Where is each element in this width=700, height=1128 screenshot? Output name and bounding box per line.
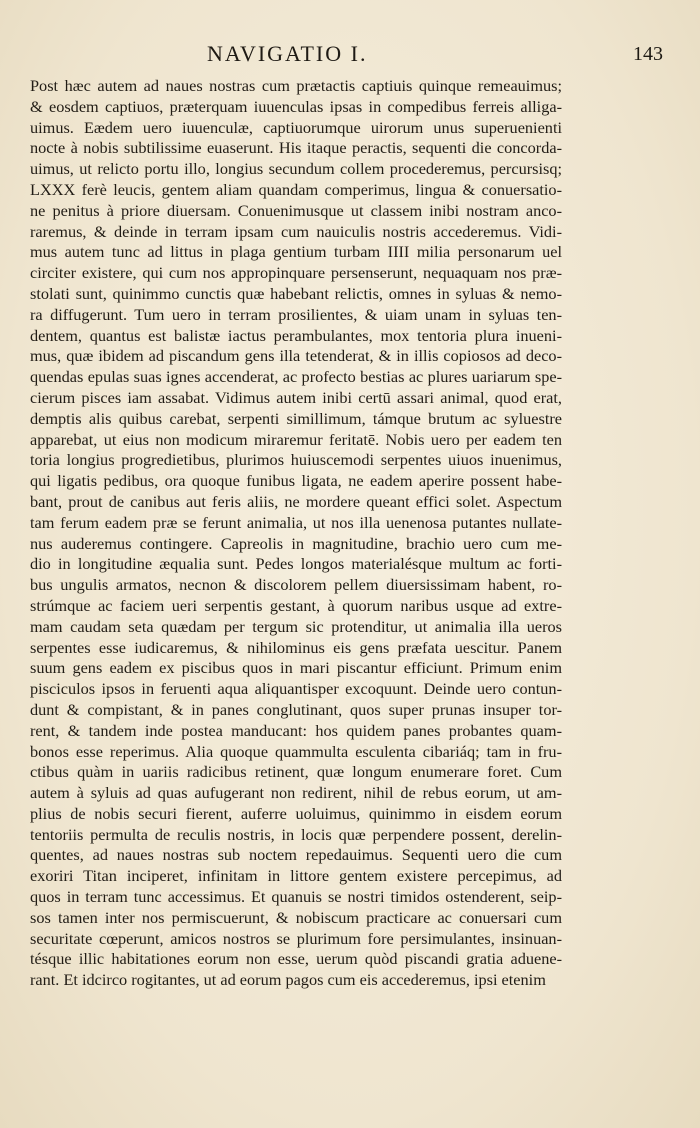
- text-line: raremus, & deinde in terram ipsam cum nauiculis nostris accederemus. Vidi-: [30, 221, 562, 241]
- text-line: cierum pisces iam assabat. Vidimus autem inibi certū assari animal, quod erat,: [30, 387, 562, 407]
- text-line: plius de nobis securi fierent, auferre uoluimus, quinimmo in eisdem eorum: [30, 803, 562, 823]
- text-line: mus autem tunc ad littus in plaga gentium turbam IIII milia personarum uel: [30, 242, 562, 262]
- text-line: bant, prout de canibus aut feris aliis, ne mordere queant effici solet. Aspectum: [30, 491, 562, 511]
- text-line: uimus. Eædem uero iuuenculæ, captiuorumque uirorum unus superuenienti: [30, 117, 562, 137]
- text-line: ne penitus à priore diuersam. Conuenimusque ut classem inibi nostram anco-: [30, 200, 562, 220]
- text-line: dio in longitudine æqualia sunt. Pedes longos materialésque multum ac forti-: [30, 554, 562, 574]
- text-line: qui ligatis pedibus, ora quoque funibus ligata, ne eadem aperire possent habe-: [30, 471, 562, 491]
- running-head: [0, 41, 700, 67]
- text-line: pisciculos ipsos in feruenti aqua aliquantisper excoquunt. Deinde uero contun-: [30, 679, 562, 699]
- text-line: tam ferum eadem præ se ferunt animalia, ut nos illa uenenosa putantes nullate-: [30, 512, 562, 532]
- text-line: strúmque ac faciem ueri serpentis gestant, à quorum naribus usque ad extre-: [30, 595, 562, 615]
- text-line: dentem, quantus est balistæ iactus perambulantes, mox tentoria plura inueni-: [30, 325, 562, 345]
- text-line: quos in terram tunc accessimus. Et quanuis se nostri timidos ostenderent, seip-: [30, 887, 562, 907]
- text-line: stolati sunt, quinimmo cunctis quæ habebant relictis, omnes in syluas & nemo-: [30, 283, 562, 303]
- text-line: toria longius progredietibus, plurimos huiuscemodi serpentes uiuos inuenimus,: [30, 450, 562, 470]
- text-line: demptis alis quibus carebat, serpenti simillimum, támque brutum ac syluestre: [30, 408, 562, 428]
- text-line: LXXX ferè leucis, gentem aliam quandam comperimus, lingua & conuersatio-: [30, 179, 562, 199]
- text-line: rent, & tandem inde postea manducant: hos quidem panes probantes quam-: [30, 720, 562, 740]
- text-line: sos tamen inter nos permiscuerunt, & nobiscum practicare ac conuersari cum: [30, 907, 562, 927]
- text-line: & eosdem captiuos, præterquam iuuenculas ipsas in compedibus ferreis alliga-: [30, 96, 562, 116]
- text-line: bus ungulis armatos, necnon & discolorem pellem diuersissimam habent, ro-: [30, 575, 562, 595]
- text-line: ctibus quàm in uariis radicibus retinent, quæ longum enumerare foret. Cum: [30, 762, 562, 782]
- text-line: mam caudam seta quædam per tergum sic protenditur, ut animalia illa ueros: [30, 616, 562, 636]
- text-line: bonos esse reperimus. Alia quoque quammulta esculenta cibariáq; tam in fru-: [30, 741, 562, 761]
- body-text: [30, 76, 562, 991]
- text-line: quendas epulas suas ignes accenderat, ac profecto bestias ac plures uariarum spe-: [30, 367, 562, 387]
- running-title: NAVIGATIO I.: [207, 41, 368, 66]
- text-line: serpentes esse iudicaremus, & nihilominus eis gens præfata uescitur. Panem: [30, 637, 562, 657]
- text-line: nus auderemus contingere. Capreolis in magnitudine, brachio uero cum me-: [30, 533, 562, 553]
- text-line: suum gens eadem ex piscibus quos in mari piscantur efficiunt. Primum enim: [30, 658, 562, 678]
- text-line: ra diffugerunt. Tum uero in terram prosilientes, & uiam unam in syluas ten-: [30, 304, 562, 324]
- text-line: rant. Et idcirco rogitantes, ut ad eorum pagos cum eis accederemus, ipsi etenim: [30, 970, 546, 990]
- text-line: exoriri Titan inciperet, infinitam in littore gentem existere percepimus, ad: [30, 866, 562, 886]
- text-line: Post hæc autem ad naues nostras cum prætactis captiuis quinque remeauimus;: [30, 76, 562, 95]
- text-line: apparebat, ut eius non modicum miraremur feritatē. Nobis uero per eadem ten: [30, 429, 562, 449]
- text-line: securitate cœperunt, amicos nostros se plurimum fore persimulantes, insinuan-: [30, 928, 562, 948]
- text-line: nocte à nobis subtilissime euaserunt. His itaque peractis, sequenti die concorda-: [30, 138, 562, 158]
- text-line: dunt & compistant, & in panes conglutinant, quos super prunas insuper tor-: [30, 699, 562, 719]
- text-line: tentoriis permulta de reculis nostris, in locis quæ perpendere possent, derelin-: [30, 824, 562, 844]
- text-line: tésque illic habitationes eorum non esse, uerum quòd piscandi gratia aduene-: [30, 949, 562, 969]
- text-line: autem à syluis ad quas aufugerant non redirent, nihil de rebus eorum, ut am-: [30, 783, 562, 803]
- text-line: circiter existere, qui cum nos appropinquare persenserunt, nequaquam nos præ-: [30, 263, 562, 283]
- text-line: quentes, ad naues nostras sub noctem repedauimus. Sequenti uero die cum: [30, 845, 562, 865]
- text-line: mus, quæ ibidem ad piscandum gens illa tetenderat, & in illis copiosos ad deco-: [30, 346, 562, 366]
- page-number: 143: [633, 43, 663, 65]
- text-line: uimus, ut relicto portu illo, longius secundum collem procederemus, percursisq;: [30, 159, 562, 179]
